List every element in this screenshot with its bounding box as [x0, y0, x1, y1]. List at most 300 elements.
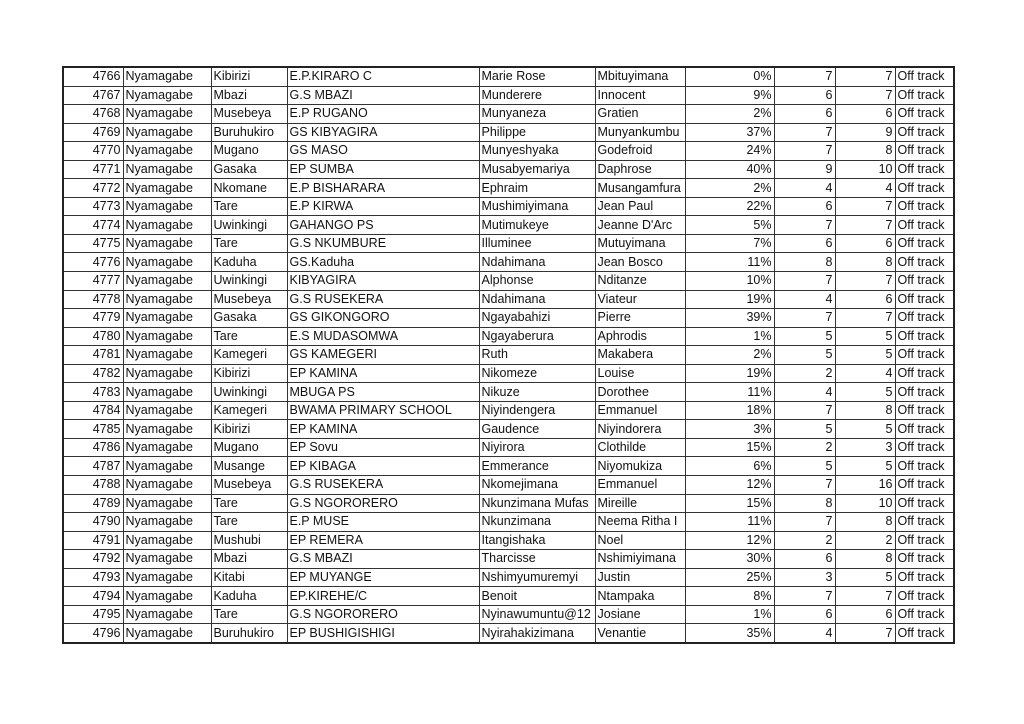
- name-first-cell: Niyindengera: [479, 401, 595, 420]
- sector-cell: Uwinkingi: [211, 272, 287, 291]
- school-cell: G.S NGORORERO: [287, 494, 479, 513]
- value-a-cell: 7: [774, 476, 835, 495]
- name-second-cell: Neema Ritha I: [595, 513, 685, 532]
- row-id-cell: 4771: [63, 160, 123, 179]
- school-cell: BWAMA PRIMARY SCHOOL: [287, 401, 479, 420]
- table-row: [63, 234, 954, 253]
- name-second-cell: Noel: [595, 531, 685, 550]
- value-b-cell: 8: [835, 253, 895, 272]
- sector-cell: Kitabi: [211, 568, 287, 587]
- sector-cell: Nkomane: [211, 179, 287, 198]
- value-a-cell: 7: [774, 401, 835, 420]
- value-a-cell: 7: [774, 142, 835, 161]
- status-cell: Off track: [895, 216, 954, 235]
- name-second-cell: Viateur: [595, 290, 685, 309]
- name-second-cell: Emmanuel: [595, 476, 685, 495]
- value-a-cell: 7: [774, 309, 835, 328]
- name-first-cell: Nkomejimana: [479, 476, 595, 495]
- value-b-cell: 7: [835, 86, 895, 105]
- value-b-cell: 7: [835, 624, 895, 643]
- sector-cell: Gasaka: [211, 309, 287, 328]
- value-a-cell: 9: [774, 160, 835, 179]
- value-a-cell: 4: [774, 290, 835, 309]
- percent-cell: 18%: [685, 401, 774, 420]
- district-cell: Nyamagabe: [123, 86, 211, 105]
- district-cell: Nyamagabe: [123, 272, 211, 291]
- value-a-cell: 5: [774, 420, 835, 439]
- table-row: [63, 105, 954, 124]
- sector-cell: Kibirizi: [211, 67, 287, 86]
- table-row: [63, 253, 954, 272]
- row-id-cell: 4772: [63, 179, 123, 198]
- name-first-cell: Philippe: [479, 123, 595, 142]
- sector-cell: Kaduha: [211, 253, 287, 272]
- value-a-cell: 4: [774, 383, 835, 402]
- name-first-cell: Illuminee: [479, 234, 595, 253]
- name-second-cell: Niyomukiza: [595, 457, 685, 476]
- school-cell: EP SUMBA: [287, 160, 479, 179]
- value-a-cell: 3: [774, 568, 835, 587]
- name-first-cell: Ngayaberura: [479, 327, 595, 346]
- sector-cell: Kamegeri: [211, 346, 287, 365]
- district-cell: Nyamagabe: [123, 476, 211, 495]
- name-second-cell: Innocent: [595, 86, 685, 105]
- name-first-cell: Nyirahakizimana: [479, 624, 595, 643]
- value-b-cell: 6: [835, 234, 895, 253]
- school-cell: EP MUYANGE: [287, 568, 479, 587]
- school-cell: E.P KIRWA: [287, 197, 479, 216]
- percent-cell: 7%: [685, 234, 774, 253]
- sector-cell: Gasaka: [211, 160, 287, 179]
- table-row: [63, 383, 954, 402]
- district-cell: Nyamagabe: [123, 568, 211, 587]
- percent-cell: 2%: [685, 346, 774, 365]
- value-b-cell: 16: [835, 476, 895, 495]
- name-first-cell: Marie Rose: [479, 67, 595, 86]
- school-cell: G.S NGORORERO: [287, 605, 479, 624]
- sector-cell: Tare: [211, 605, 287, 624]
- name-second-cell: Jeanne D'Arc: [595, 216, 685, 235]
- district-cell: Nyamagabe: [123, 457, 211, 476]
- name-first-cell: Nshimyumuremyi: [479, 568, 595, 587]
- name-second-cell: Justin: [595, 568, 685, 587]
- school-cell: GS KIBYAGIRA: [287, 123, 479, 142]
- value-b-cell: 5: [835, 457, 895, 476]
- status-cell: Off track: [895, 476, 954, 495]
- percent-cell: 2%: [685, 105, 774, 124]
- value-b-cell: 2: [835, 531, 895, 550]
- sector-cell: Tare: [211, 197, 287, 216]
- name-first-cell: Mutimukeye: [479, 216, 595, 235]
- value-a-cell: 5: [774, 457, 835, 476]
- value-a-cell: 5: [774, 346, 835, 365]
- row-id-cell: 4780: [63, 327, 123, 346]
- sector-cell: Uwinkingi: [211, 216, 287, 235]
- name-second-cell: Godefroid: [595, 142, 685, 161]
- name-second-cell: Munyankumbu: [595, 123, 685, 142]
- value-b-cell: 6: [835, 105, 895, 124]
- status-cell: Off track: [895, 272, 954, 291]
- status-cell: Off track: [895, 364, 954, 383]
- name-second-cell: Gratien: [595, 105, 685, 124]
- value-b-cell: 7: [835, 216, 895, 235]
- name-first-cell: Nikomeze: [479, 364, 595, 383]
- row-id-cell: 4773: [63, 197, 123, 216]
- district-cell: Nyamagabe: [123, 327, 211, 346]
- name-second-cell: Mbituyimana: [595, 67, 685, 86]
- school-cell: EP Sovu: [287, 438, 479, 457]
- district-cell: Nyamagabe: [123, 513, 211, 532]
- status-cell: Off track: [895, 550, 954, 569]
- row-id-cell: 4790: [63, 513, 123, 532]
- row-id-cell: 4775: [63, 234, 123, 253]
- name-first-cell: Mushimiyimana: [479, 197, 595, 216]
- table-row: [63, 587, 954, 606]
- status-cell: Off track: [895, 438, 954, 457]
- sector-cell: Kibirizi: [211, 364, 287, 383]
- value-a-cell: 8: [774, 253, 835, 272]
- table-row: [63, 457, 954, 476]
- school-cell: G.S NKUMBURE: [287, 234, 479, 253]
- name-first-cell: Emmerance: [479, 457, 595, 476]
- status-cell: Off track: [895, 568, 954, 587]
- name-second-cell: Pierre: [595, 309, 685, 328]
- school-cell: GS GIKONGORO: [287, 309, 479, 328]
- sector-cell: Tare: [211, 327, 287, 346]
- school-cell: EP REMERA: [287, 531, 479, 550]
- row-id-cell: 4788: [63, 476, 123, 495]
- status-cell: Off track: [895, 383, 954, 402]
- row-id-cell: 4792: [63, 550, 123, 569]
- status-cell: Off track: [895, 309, 954, 328]
- row-id-cell: 4789: [63, 494, 123, 513]
- percent-cell: 11%: [685, 253, 774, 272]
- percent-cell: 30%: [685, 550, 774, 569]
- school-cell: GAHANGO PS: [287, 216, 479, 235]
- value-a-cell: 6: [774, 605, 835, 624]
- name-second-cell: Venantie: [595, 624, 685, 643]
- sector-cell: Tare: [211, 513, 287, 532]
- value-b-cell: 3: [835, 438, 895, 457]
- table-row: [63, 272, 954, 291]
- status-cell: Off track: [895, 86, 954, 105]
- percent-cell: 15%: [685, 438, 774, 457]
- percent-cell: 0%: [685, 67, 774, 86]
- status-cell: Off track: [895, 531, 954, 550]
- status-cell: Off track: [895, 420, 954, 439]
- status-cell: Off track: [895, 290, 954, 309]
- name-second-cell: Emmanuel: [595, 401, 685, 420]
- sector-cell: Mbazi: [211, 550, 287, 569]
- name-first-cell: Gaudence: [479, 420, 595, 439]
- row-id-cell: 4793: [63, 568, 123, 587]
- row-id-cell: 4777: [63, 272, 123, 291]
- row-id-cell: 4787: [63, 457, 123, 476]
- district-cell: Nyamagabe: [123, 383, 211, 402]
- row-id-cell: 4767: [63, 86, 123, 105]
- name-first-cell: Itangishaka: [479, 531, 595, 550]
- sector-cell: Tare: [211, 494, 287, 513]
- district-cell: Nyamagabe: [123, 605, 211, 624]
- value-b-cell: 5: [835, 346, 895, 365]
- value-a-cell: 2: [774, 531, 835, 550]
- value-a-cell: 7: [774, 67, 835, 86]
- school-cell: E.P.KIRARO C: [287, 67, 479, 86]
- status-cell: Off track: [895, 587, 954, 606]
- table-row: [63, 142, 954, 161]
- row-id-cell: 4782: [63, 364, 123, 383]
- row-id-cell: 4774: [63, 216, 123, 235]
- status-cell: Off track: [895, 401, 954, 420]
- row-id-cell: 4781: [63, 346, 123, 365]
- district-cell: Nyamagabe: [123, 346, 211, 365]
- data-table: [62, 66, 955, 644]
- percent-cell: 2%: [685, 179, 774, 198]
- value-b-cell: 7: [835, 272, 895, 291]
- percent-cell: 11%: [685, 383, 774, 402]
- name-second-cell: Ntampaka: [595, 587, 685, 606]
- value-b-cell: 4: [835, 364, 895, 383]
- percent-cell: 11%: [685, 513, 774, 532]
- sector-cell: Kibirizi: [211, 420, 287, 439]
- table-row: [63, 476, 954, 495]
- name-second-cell: Musangamfura: [595, 179, 685, 198]
- district-cell: Nyamagabe: [123, 197, 211, 216]
- table-row: [63, 309, 954, 328]
- percent-cell: 3%: [685, 420, 774, 439]
- percent-cell: 19%: [685, 290, 774, 309]
- sector-cell: Uwinkingi: [211, 383, 287, 402]
- table-row: [63, 364, 954, 383]
- table-row: [63, 420, 954, 439]
- value-a-cell: 5: [774, 327, 835, 346]
- percent-cell: 1%: [685, 327, 774, 346]
- school-cell: G.S RUSEKERA: [287, 476, 479, 495]
- school-cell: GS.Kaduha: [287, 253, 479, 272]
- value-a-cell: 2: [774, 438, 835, 457]
- sector-cell: Musebeya: [211, 476, 287, 495]
- name-second-cell: Clothilde: [595, 438, 685, 457]
- status-cell: Off track: [895, 234, 954, 253]
- value-b-cell: 8: [835, 513, 895, 532]
- district-cell: Nyamagabe: [123, 290, 211, 309]
- school-cell: EP KAMINA: [287, 420, 479, 439]
- row-id-cell: 4791: [63, 531, 123, 550]
- district-cell: Nyamagabe: [123, 67, 211, 86]
- value-b-cell: 5: [835, 383, 895, 402]
- value-a-cell: 6: [774, 105, 835, 124]
- district-cell: Nyamagabe: [123, 624, 211, 643]
- district-cell: Nyamagabe: [123, 420, 211, 439]
- status-cell: Off track: [895, 179, 954, 198]
- status-cell: Off track: [895, 513, 954, 532]
- value-b-cell: 7: [835, 197, 895, 216]
- name-second-cell: Nditanze: [595, 272, 685, 291]
- table-row: [63, 531, 954, 550]
- sector-cell: Mbazi: [211, 86, 287, 105]
- status-cell: Off track: [895, 605, 954, 624]
- school-cell: E.P RUGANO: [287, 105, 479, 124]
- name-second-cell: Makabera: [595, 346, 685, 365]
- name-first-cell: Ephraim: [479, 179, 595, 198]
- percent-cell: 15%: [685, 494, 774, 513]
- value-b-cell: 6: [835, 605, 895, 624]
- value-a-cell: 8: [774, 494, 835, 513]
- name-second-cell: Aphrodis: [595, 327, 685, 346]
- table-row: [63, 438, 954, 457]
- district-cell: Nyamagabe: [123, 142, 211, 161]
- percent-cell: 35%: [685, 624, 774, 643]
- percent-cell: 6%: [685, 457, 774, 476]
- row-id-cell: 4796: [63, 624, 123, 643]
- value-a-cell: 4: [774, 179, 835, 198]
- value-a-cell: 7: [774, 587, 835, 606]
- value-b-cell: 4: [835, 179, 895, 198]
- name-second-cell: Jean Paul: [595, 197, 685, 216]
- percent-cell: 37%: [685, 123, 774, 142]
- row-id-cell: 4795: [63, 605, 123, 624]
- value-b-cell: 5: [835, 327, 895, 346]
- value-a-cell: 4: [774, 624, 835, 643]
- name-first-cell: Nyinawumuntu@12: [479, 605, 595, 624]
- value-b-cell: 7: [835, 587, 895, 606]
- row-id-cell: 4769: [63, 123, 123, 142]
- school-cell: MBUGA PS: [287, 383, 479, 402]
- table-row: [63, 513, 954, 532]
- table-row: [63, 494, 954, 513]
- district-cell: Nyamagabe: [123, 179, 211, 198]
- row-id-cell: 4783: [63, 383, 123, 402]
- value-b-cell: 10: [835, 494, 895, 513]
- school-cell: EP KAMINA: [287, 364, 479, 383]
- district-cell: Nyamagabe: [123, 364, 211, 383]
- value-a-cell: 7: [774, 272, 835, 291]
- name-first-cell: Munyeshyaka: [479, 142, 595, 161]
- table-row: [63, 605, 954, 624]
- school-cell: EP BUSHIGISHIGI: [287, 624, 479, 643]
- name-second-cell: Niyindorera: [595, 420, 685, 439]
- table-row: [63, 346, 954, 365]
- school-cell: G.S MBAZI: [287, 86, 479, 105]
- name-first-cell: Ruth: [479, 346, 595, 365]
- name-second-cell: Josiane: [595, 605, 685, 624]
- district-cell: Nyamagabe: [123, 253, 211, 272]
- value-b-cell: 10: [835, 160, 895, 179]
- name-first-cell: Ndahimana: [479, 253, 595, 272]
- district-cell: Nyamagabe: [123, 550, 211, 569]
- table-row: [63, 401, 954, 420]
- name-first-cell: Nikuze: [479, 383, 595, 402]
- value-b-cell: 6: [835, 290, 895, 309]
- name-second-cell: Mutuyimana: [595, 234, 685, 253]
- value-b-cell: 8: [835, 401, 895, 420]
- school-cell: KIBYAGIRA: [287, 272, 479, 291]
- table-row: [63, 550, 954, 569]
- sector-cell: Kamegeri: [211, 401, 287, 420]
- school-cell: E.P MUSE: [287, 513, 479, 532]
- school-cell: E.S MUDASOMWA: [287, 327, 479, 346]
- percent-cell: 8%: [685, 587, 774, 606]
- percent-cell: 24%: [685, 142, 774, 161]
- row-id-cell: 4794: [63, 587, 123, 606]
- sector-cell: Musebeya: [211, 105, 287, 124]
- table-row: [63, 568, 954, 587]
- name-second-cell: Jean Bosco: [595, 253, 685, 272]
- district-cell: Nyamagabe: [123, 438, 211, 457]
- name-second-cell: Dorothee: [595, 383, 685, 402]
- percent-cell: 39%: [685, 309, 774, 328]
- value-a-cell: 7: [774, 216, 835, 235]
- value-a-cell: 6: [774, 86, 835, 105]
- percent-cell: 25%: [685, 568, 774, 587]
- value-a-cell: 6: [774, 197, 835, 216]
- value-b-cell: 7: [835, 309, 895, 328]
- name-first-cell: Nkunzimana: [479, 513, 595, 532]
- value-b-cell: 5: [835, 568, 895, 587]
- school-cell: G.S MBAZI: [287, 550, 479, 569]
- district-cell: Nyamagabe: [123, 309, 211, 328]
- table-row: [63, 290, 954, 309]
- name-second-cell: Louise: [595, 364, 685, 383]
- table-body: [63, 67, 954, 643]
- school-cell: EP KIBAGA: [287, 457, 479, 476]
- sector-cell: Tare: [211, 234, 287, 253]
- name-first-cell: Ndahimana: [479, 290, 595, 309]
- school-cell: GS KAMEGERI: [287, 346, 479, 365]
- value-b-cell: 9: [835, 123, 895, 142]
- value-b-cell: 5: [835, 420, 895, 439]
- district-cell: Nyamagabe: [123, 234, 211, 253]
- row-id-cell: 4784: [63, 401, 123, 420]
- sector-cell: Mugano: [211, 438, 287, 457]
- name-first-cell: Munyaneza: [479, 105, 595, 124]
- school-cell: E.P BISHARARA: [287, 179, 479, 198]
- name-second-cell: Daphrose: [595, 160, 685, 179]
- status-cell: Off track: [895, 457, 954, 476]
- district-cell: Nyamagabe: [123, 105, 211, 124]
- status-cell: Off track: [895, 346, 954, 365]
- district-cell: Nyamagabe: [123, 587, 211, 606]
- name-first-cell: Musabyemariya: [479, 160, 595, 179]
- school-cell: EP.KIREHE/C: [287, 587, 479, 606]
- status-cell: Off track: [895, 160, 954, 179]
- school-cell: GS MASO: [287, 142, 479, 161]
- percent-cell: 12%: [685, 531, 774, 550]
- name-first-cell: Alphonse: [479, 272, 595, 291]
- name-first-cell: Nkunzimana Mufas: [479, 494, 595, 513]
- row-id-cell: 4770: [63, 142, 123, 161]
- row-id-cell: 4786: [63, 438, 123, 457]
- value-a-cell: 7: [774, 123, 835, 142]
- status-cell: Off track: [895, 142, 954, 161]
- value-a-cell: 2: [774, 364, 835, 383]
- percent-cell: 19%: [685, 364, 774, 383]
- table-row: [63, 624, 954, 643]
- district-cell: Nyamagabe: [123, 401, 211, 420]
- percent-cell: 22%: [685, 197, 774, 216]
- percent-cell: 5%: [685, 216, 774, 235]
- percent-cell: 9%: [685, 86, 774, 105]
- sector-cell: Buruhukiro: [211, 123, 287, 142]
- status-cell: Off track: [895, 197, 954, 216]
- value-b-cell: 8: [835, 550, 895, 569]
- name-second-cell: Nshimiyimana: [595, 550, 685, 569]
- row-id-cell: 4778: [63, 290, 123, 309]
- percent-cell: 1%: [685, 605, 774, 624]
- table-row: [63, 216, 954, 235]
- row-id-cell: 4785: [63, 420, 123, 439]
- status-cell: Off track: [895, 327, 954, 346]
